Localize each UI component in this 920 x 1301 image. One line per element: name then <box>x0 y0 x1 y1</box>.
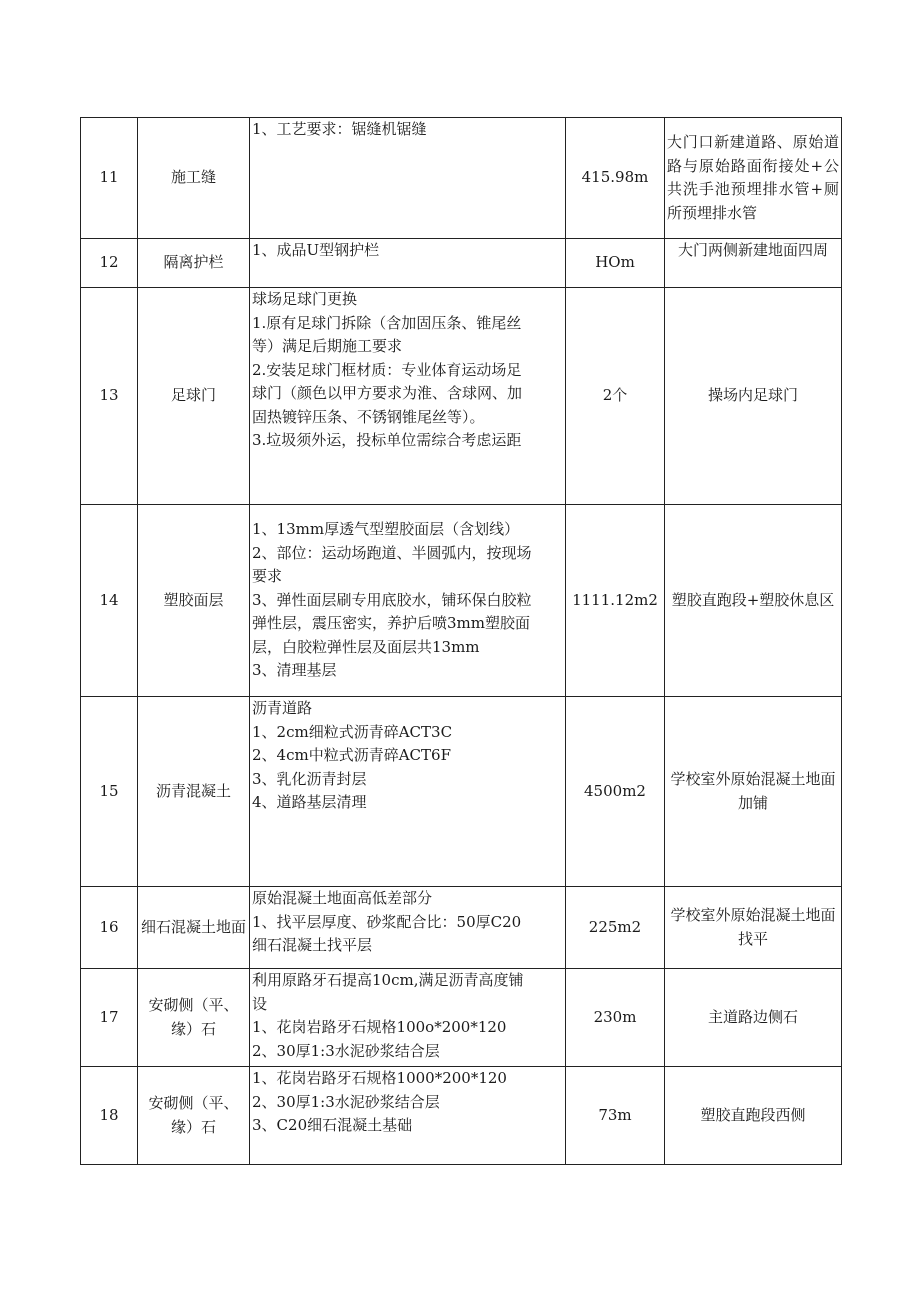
table-row <box>81 969 842 1067</box>
item-name: 塑胶面层 <box>138 505 250 697</box>
row-number: 14 <box>81 505 138 697</box>
table-row <box>81 887 842 969</box>
description-line: 2、30厚1:3水泥砂浆结合层 <box>252 1041 440 1060</box>
description-line: 2、30厚1:3水泥砂浆结合层 <box>252 1092 440 1111</box>
description-line: 1、花岗岩路牙石规格1000*200*120 <box>252 1069 507 1087</box>
row-number: 11 <box>81 118 138 239</box>
item-quantity: 415.98m <box>566 118 665 239</box>
description-line: 1、13mm厚透气型塑胶面层（含划线） <box>252 520 520 539</box>
table-row <box>81 288 842 505</box>
description-line: 固热镀锌压条、不锈钢锥尾丝等）。 <box>252 407 485 426</box>
item-name: 施工缝 <box>138 118 250 239</box>
row-number: 12 <box>81 239 138 288</box>
description-line: 3.垃圾须外运，投标单位需综合考虑运距 <box>252 431 522 449</box>
location-text: 大门口新建道路、原始道路与原始路面衔接处+公共洗手池预埋排水管+厕所预埋排水管 <box>667 133 839 222</box>
description-line: 要求 <box>252 567 283 586</box>
description-line: 3、乳化沥青封层 <box>252 769 367 788</box>
item-description <box>250 118 566 239</box>
item-location <box>665 118 842 239</box>
item-name: 安砌侧（平、缘）石 <box>138 1067 250 1165</box>
row-number: 13 <box>81 288 138 505</box>
description-line: 原始混凝土地面高低差部分 <box>252 889 433 907</box>
item-name: 细石混凝土地面 <box>138 887 250 969</box>
description-line: 细石混凝土找平层 <box>252 936 373 954</box>
description-line: 球场足球门更换 <box>252 290 358 308</box>
description-line: 1、2cm细粒式沥青碎ACT3C <box>252 722 453 741</box>
description-line: 1.原有足球门拆除（含加固压条、锥尾丝 <box>252 313 522 332</box>
row-number: 16 <box>81 887 138 969</box>
description-line: 3、弹性面层刷专用底胶水，铺环保白胶粒 <box>252 590 532 609</box>
item-description <box>250 505 566 697</box>
item-quantity: 225m2 <box>566 887 665 969</box>
table-row <box>81 118 842 239</box>
item-name: 足球门 <box>138 288 250 505</box>
row-number: 15 <box>81 697 138 887</box>
description-line: 3、C20细石混凝土基础 <box>252 1116 413 1134</box>
description-line: 3、清理基层 <box>252 661 337 680</box>
item-quantity: 1111.12m2 <box>566 505 665 697</box>
description-line: 弹性层，震压密实，养护后喷3mm塑胶面 <box>252 614 530 633</box>
item-name: 沥青混凝土 <box>138 697 250 887</box>
item-description <box>250 969 566 1067</box>
item-location: 主道路边侧石 <box>665 969 842 1067</box>
item-quantity: 230m <box>566 969 665 1067</box>
description-line: 2、4cm中粒式沥青碎ACT6F <box>252 746 451 764</box>
item-description <box>250 1067 566 1165</box>
table-row <box>81 239 842 288</box>
item-location: 塑胶直跑段西侧 <box>665 1067 842 1165</box>
table-row <box>81 1067 842 1165</box>
description-line: 沥青道路 <box>252 699 313 717</box>
item-name: 安砌侧（平、缘）石 <box>138 969 250 1067</box>
table-row <box>81 697 842 887</box>
row-number: 17 <box>81 969 138 1067</box>
description-line: 球门（颜色以甲方要求为淮、含球网、加 <box>252 384 523 402</box>
table-row <box>81 505 842 697</box>
item-description <box>250 288 566 505</box>
description-line: 等）满足后期施工要求 <box>252 337 403 355</box>
engineering-item-table <box>80 117 842 1165</box>
item-quantity: 73m <box>566 1067 665 1165</box>
item-quantity: 2个 <box>566 288 665 505</box>
item-location: 学校室外原始混凝土地面加铺 <box>665 697 842 887</box>
description-line: 层，白胶粒弹性层及面层共13mm <box>252 637 480 656</box>
description-line: 设 <box>252 994 268 1013</box>
description-line: 4、道路基层清理 <box>252 793 367 811</box>
description-line: 2.安装足球门框材质：专业体育运动场足 <box>252 360 522 379</box>
item-description <box>250 239 566 288</box>
description-line: 1、花岗岩路牙石规格100o*200*120 <box>252 1018 507 1036</box>
description-line: 1、成品U型钢护栏 <box>252 241 380 259</box>
description-line: 1、找平层厚度、砂浆配合比：50厚C20 <box>252 912 522 931</box>
item-quantity: 4500m2 <box>566 697 665 887</box>
description-line: 1、工艺要求：锯缝机锯缝 <box>252 120 427 138</box>
item-description <box>250 697 566 887</box>
item-location: 操场内足球门 <box>665 288 842 505</box>
item-location: 大门两侧新建地面四周 <box>665 239 842 288</box>
item-location: 学校室外原始混凝土地面找平 <box>665 887 842 969</box>
item-quantity: HOm <box>566 239 665 288</box>
description-line: 利用原路牙石提高10cm,满足沥青高度铺 <box>252 971 524 989</box>
item-location: 塑胶直跑段+塑胶休息区 <box>665 505 842 697</box>
item-description <box>250 887 566 969</box>
item-name: 隔离护栏 <box>138 239 250 288</box>
description-line: 2、部位：运动场跑道、半圆弧内，按现场 <box>252 543 532 562</box>
row-number: 18 <box>81 1067 138 1165</box>
